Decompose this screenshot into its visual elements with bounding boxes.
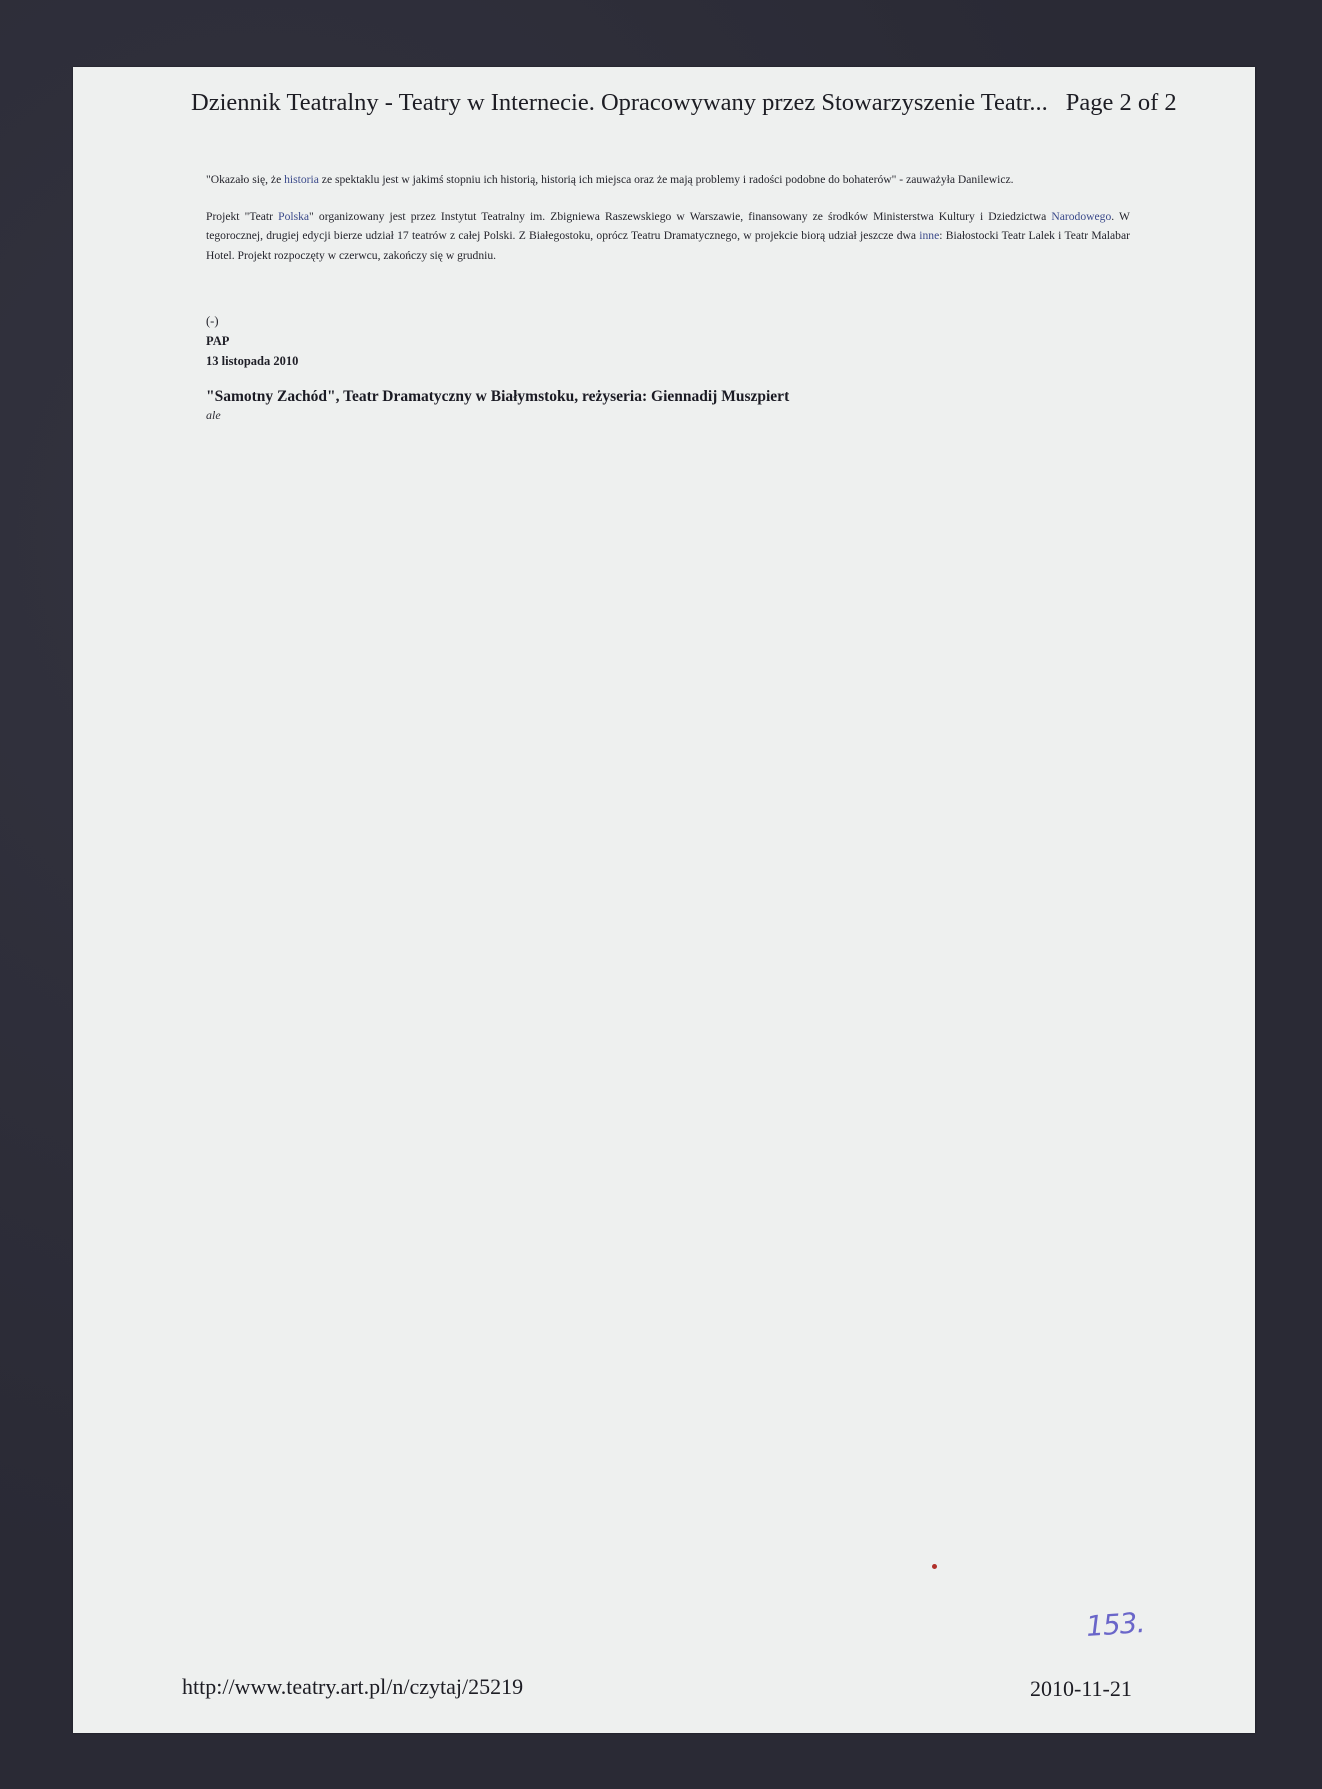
inline-link[interactable]: Polska (278, 209, 310, 223)
handwritten-page-number: 153. (1084, 1606, 1146, 1643)
inline-link[interactable]: inne (919, 229, 940, 242)
page-indicator: Page 2 of 2 (1065, 89, 1177, 116)
page-header (191, 89, 1191, 117)
paragraph-text: : Białostocki Teatr Lalek i Teatr Malabar Hotel. Projekt rozpoczęty w czerwcu, zakończy się w grudniu. (206, 229, 1130, 262)
article-author: (-) (206, 314, 219, 328)
article-date: 13 listopada 2010 (206, 354, 299, 368)
article-paragraph (206, 170, 1130, 190)
related-performance (206, 387, 1106, 423)
related-title-link[interactable]: "Samotny Zachód", Teatr Dramatyczny w Białymstoku, reżyseria: Giennadij Muszpiert (206, 388, 790, 405)
footer-url: http://www.teatry.art.pl/n/czytaj/25219 (182, 1674, 524, 1699)
related-author: ale (206, 408, 221, 422)
article-paragraph (206, 207, 1130, 266)
paragraph-text: " organizowany jest przez Instytut Teatralny im. Zbigniewa Raszewskiego w Warszawie, finansowany ze środków Ministerstwa Kultury i Dziedzictwa (309, 209, 1052, 223)
footer-date: 2010-11-21 (1030, 1676, 1132, 1701)
header-title: Dziennik Teatralny - Teatry w Internecie. Opracowywany przez Stowarzyszenie Teatr... (191, 89, 1048, 116)
inline-link[interactable]: Narodowego (1051, 209, 1112, 223)
article-meta (206, 311, 298, 371)
inline-link[interactable]: historia (284, 173, 319, 186)
article-source: PAP (206, 334, 230, 348)
ink-speck (932, 1564, 937, 1569)
paragraph-text: "Okazało się, że (206, 173, 285, 186)
paragraph-text: . W tegorocznej, drugiej edycji bierze udział 17 teatrów z całej Polski. Z Białegostoku, oprócz Teatru Dramatycznego, w projekcie biorą udział jeszcze dwa (206, 209, 1131, 242)
document-page (73, 67, 1255, 1733)
paragraph-text: Projekt "Teatr (206, 209, 279, 223)
article-body (206, 170, 1130, 282)
paragraph-text: ze spektaklu jest w jakimś stopniu ich historią, historią ich miejsca oraz że mają problemy i radości podobne do bohaterów" - zauważyła Danilewicz. (318, 173, 1014, 186)
